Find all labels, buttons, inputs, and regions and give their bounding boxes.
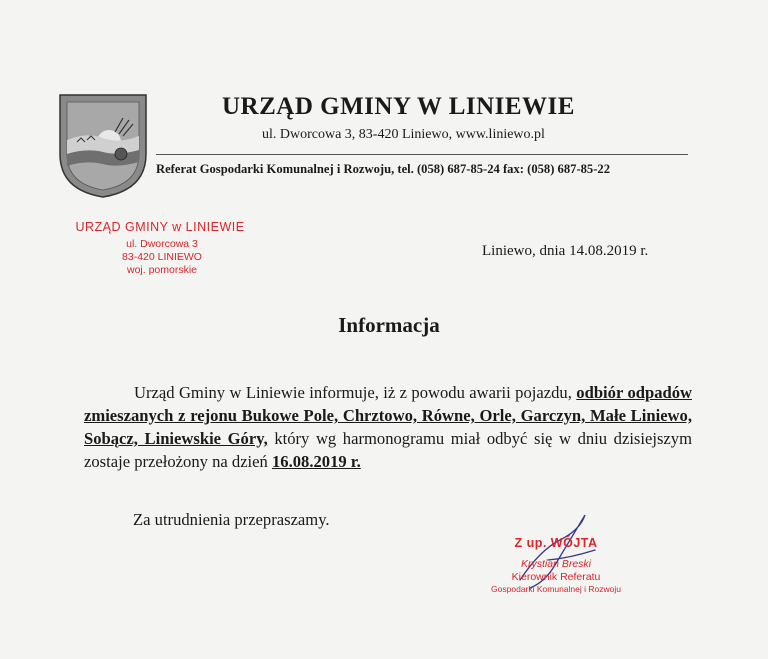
signature-stamp [466,536,646,594]
stamp-street: ul. Dworcowa 3 [126,238,198,250]
heading-text: Informacja [338,313,440,337]
body-paragraph [84,381,692,473]
date-line: Liniewo, dnia 14.08.2019 r. [482,243,649,259]
header-divider [156,154,688,155]
apology-line: Za utrudnienia przepraszamy. [133,510,330,529]
body-continuation: który wg harmonogramu miał odbyć się w dniu dzisiejszym zostaje przełożony na dzień [84,429,692,471]
stamp-region: woj. pomorskie [126,264,198,276]
department-contact: Referat Gospodarki Komunalnej i Rozwoju, tel. (058) 687-85-24 fax: (058) 687-85-22 [156,162,611,176]
sign-name: Krystian Breski [520,558,592,570]
sign-role: Kierownik Referatu [511,571,601,583]
office-address: ul. Dworcowa 3, 83-420 Liniewo, www.liniewo.pl [262,127,545,142]
new-date: 16.08.2019 r. [271,452,361,471]
coat-of-arms-icon [57,92,149,200]
document-heading [0,313,768,338]
office-stamp [72,220,252,277]
body-underlined: odbiór odpadów zmieszanych z rejonu Bukowe Pole, Chrztowo, Równe, Orle, Garczyn, Małe Liniewo, Sobącz, Liniewskie Góry, [84,383,692,448]
stamp-city: 83-420 LINIEWO [122,251,202,263]
body-intro: Urząd Gminy w Liniewie informuje, iż z powodu awarii pojazdu, [134,383,572,402]
sign-dept: Gospodarki Komunalnej i Rozwoju [491,584,621,594]
sign-authority: Z up. WÓJTA [514,536,598,550]
stamp-name: URZĄD GMINY w LINIEWIE [75,220,245,234]
office-name: URZĄD GMINY W LINIEWIE [222,93,575,120]
